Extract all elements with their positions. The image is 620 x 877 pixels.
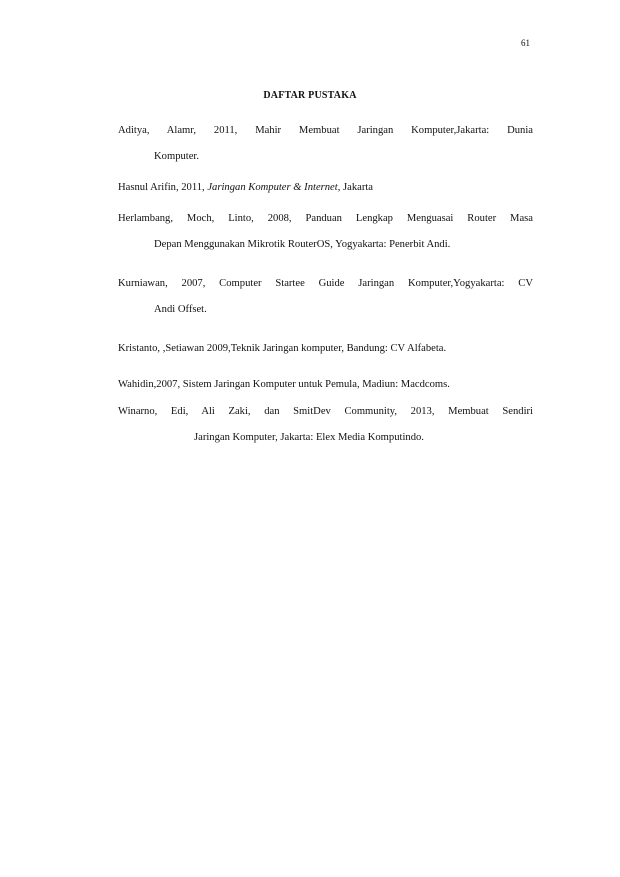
reference-text-continued: Depan Menggunakan Mikrotik RouterOS, Yogyakarta: Penerbit Andi. — [154, 239, 451, 250]
page-title: DAFTAR PUSTAKA — [263, 90, 357, 101]
reference-text: Herlambang, Moch, Linto, 2008, Panduan Lengkap Menguasai Router Masa — [118, 213, 533, 224]
reference-text-plain: Hasnul Arifin, 2011, — [118, 182, 208, 193]
reference-text: Kurniawan, 2007, Computer Startee Guide Jaringan Komputer,Yogyakarta: CV — [118, 278, 533, 289]
reference-item — [118, 181, 533, 195]
reference-text: Wahidin,2007, Sistem Jaringan Komputer untuk Pemula, Madiun: Macdcoms. — [118, 379, 450, 390]
reference-text — [118, 181, 533, 195]
reference-item — [118, 212, 533, 252]
reference-text-plain: , Jakarta — [337, 182, 374, 193]
reference-text-continued: Komputer. — [154, 151, 200, 162]
reference-text: Winarno, Edi, Ali Zaki, dan SmitDev Community, 2013, Membuat Sendiri — [118, 406, 533, 417]
reference-item — [118, 342, 533, 356]
reference-text: Aditya, Alamr, 2011, Mahir Membuat Jaringan Komputer,Jakarta: Dunia — [118, 125, 533, 136]
reference-item — [118, 405, 533, 445]
reference-item — [118, 378, 533, 392]
reference-text-continued: Andi Offset. — [154, 304, 207, 315]
reference-text-continued: Jaringan Komputer, Jakarta: Elex Media Komputindo. — [194, 432, 424, 443]
reference-title-italic: Jaringan Komputer & Internet — [207, 182, 338, 193]
reference-item — [118, 124, 533, 164]
reference-text: Kristanto, ,Setiawan 2009,Teknik Jaringan komputer, Bandung: CV Alfabeta. — [118, 343, 447, 354]
reference-item — [118, 277, 533, 317]
page-number: 61 — [521, 38, 530, 48]
